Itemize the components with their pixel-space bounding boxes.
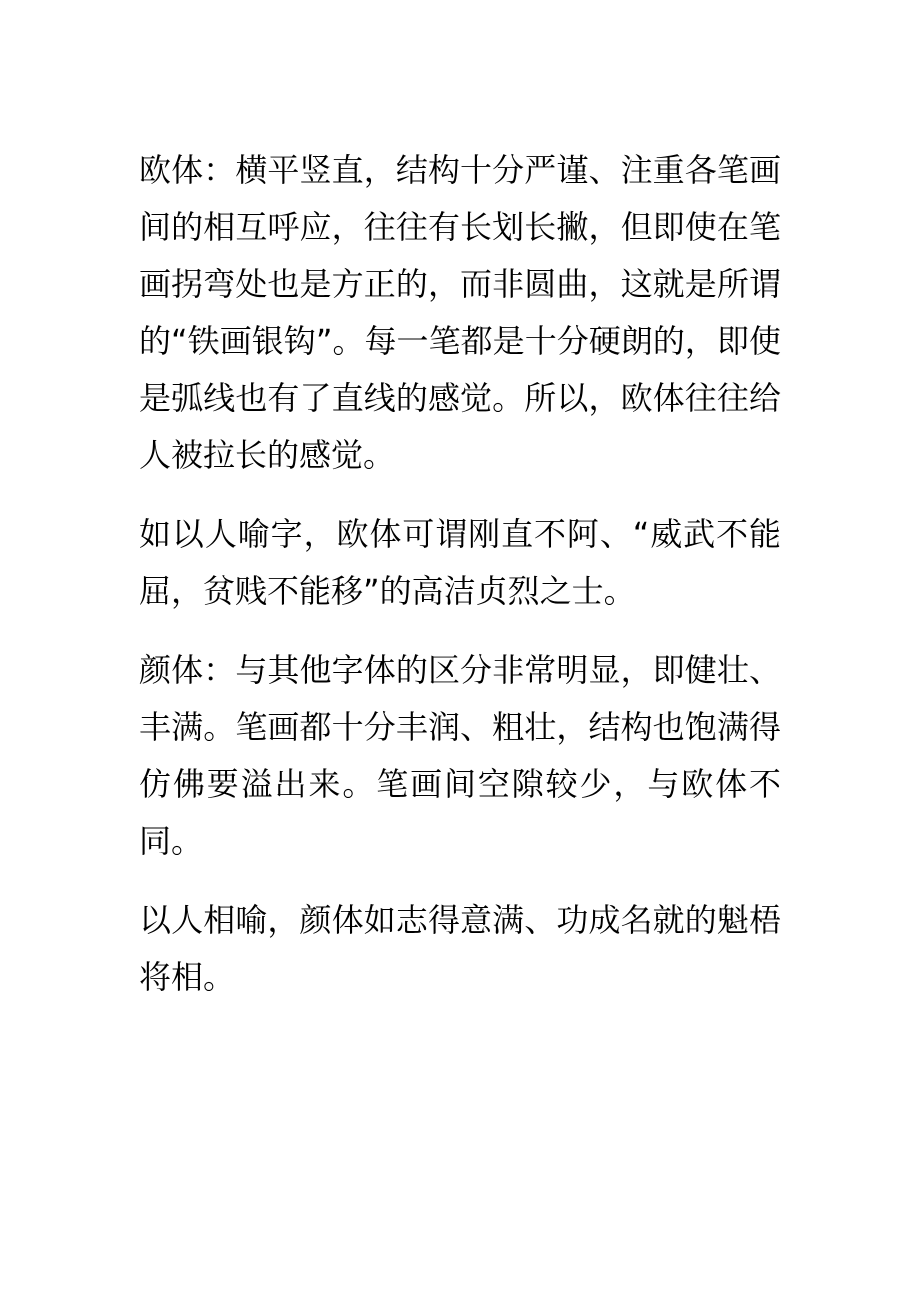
paragraph-ou-style-description: 欧体：横平竖直，结构十分严谨、注重各笔画间的相互呼应，往往有长划长撇，但即使在笔画拐弯处也是方正的，而非圆曲，这就是所谓的“铁画银钩”。每一笔都是十分硬朗的，即使是弧线也有了直线的感觉。所以，欧体往往给人被拉长的感觉。: [139, 151, 781, 474]
document-body: [139, 142, 781, 1028]
paragraph-yan-style-description: 颜体：与其他字体的区分非常明显，即健壮、丰满。笔画都十分丰润、粗壮，结构也饱满得仿佛要溢出来。笔画间空隙较少，与欧体不同。: [139, 651, 781, 860]
paragraph-ou-style-metaphor: 如以人喻字，欧体可谓刚直不阿、“威武不能屈，贫贱不能移”的高洁贞烈之士。: [139, 515, 781, 610]
paragraph-yan-style-metaphor: 以人相喻，颜体如志得意满、功成名就的魁梧将相。: [139, 901, 781, 996]
